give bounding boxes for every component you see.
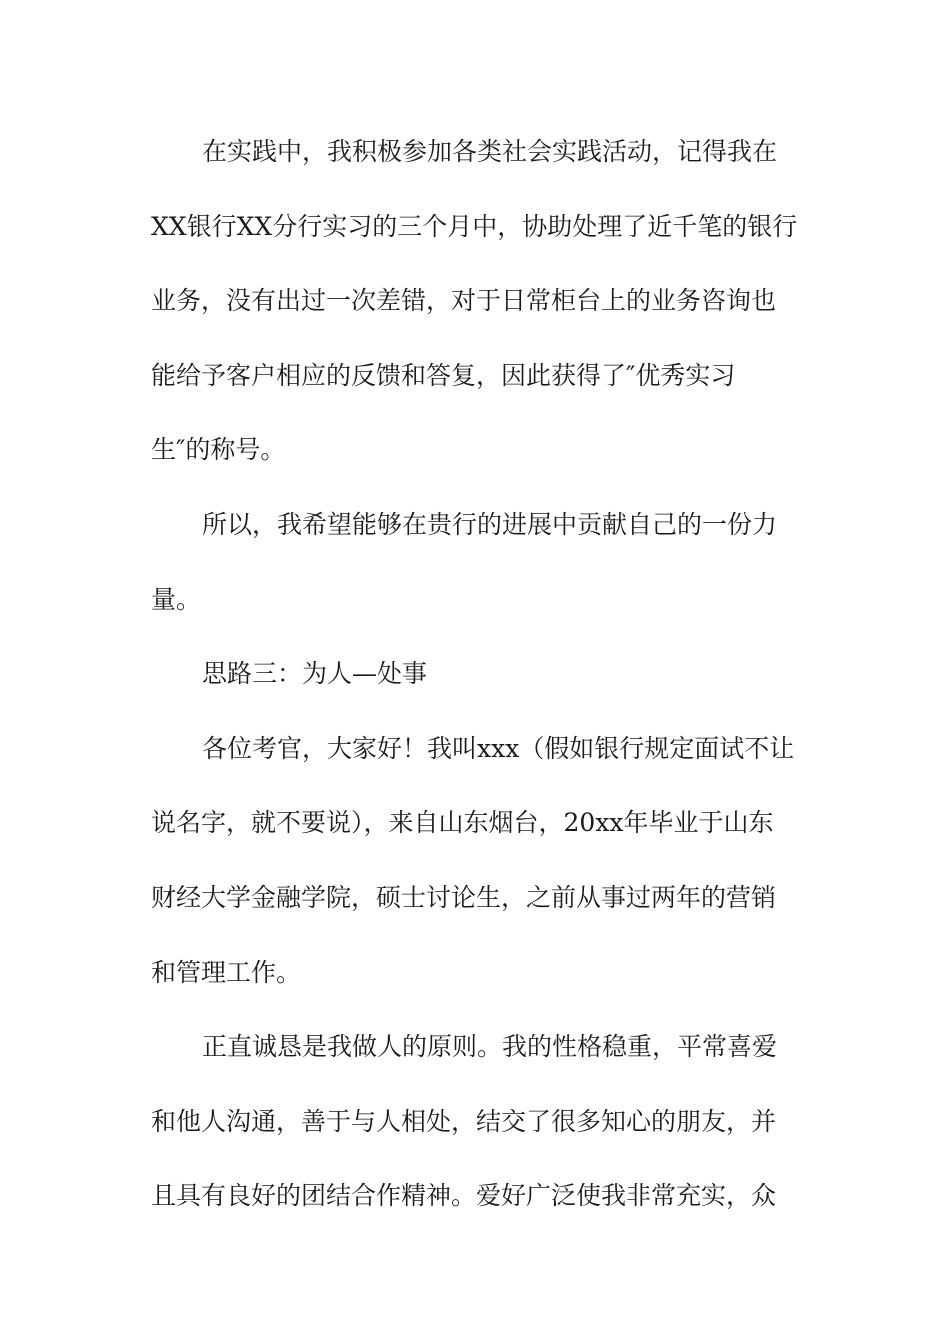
- paragraph-character-line-3: 且具有良好的团结合作精神。爱好广泛使我非常充实，众: [151, 1181, 777, 1211]
- paragraph-practice-line-5: 生″的称号。: [151, 435, 286, 465]
- paragraph-character-line-2: 和他人沟通，善于与人相处，结交了很多知心的朋友，并: [151, 1106, 777, 1136]
- paragraph-practice-line-3: 业务，没有出过一次差错，对于日常柜台上的业务咨询也: [151, 286, 777, 316]
- paragraph-intro-line-4: 和管理工作。: [151, 957, 302, 987]
- paragraph-character-line-1: 正直诚恳是我做人的原则。我的性格稳重，平常喜爱: [202, 1032, 778, 1062]
- document-body: [151, 128, 811, 1247]
- paragraph-practice-line-2: XX银行XX分行实习的三个月中，协助处理了近千笔的银行: [151, 211, 798, 241]
- section-heading: 思路三：为人—处事: [202, 659, 428, 689]
- paragraph-practice-line-1: 在实践中，我积极参加各类社会实践活动，记得我在: [202, 137, 778, 166]
- paragraph-contribute-line-2: 量。: [151, 584, 202, 614]
- paragraph-intro-line-3: 财经大学金融学院，硕士讨论生，之前从事过两年的营销: [151, 882, 777, 912]
- paragraph-contribute-line-1: 所以，我希望能够在贵行的进展中贡献自己的一份力: [202, 509, 778, 539]
- paragraph-intro-line-2: 说名字，就不要说），来自山东烟台，20xx年毕业于山东: [151, 808, 774, 838]
- paragraph-intro-line-1: 各位考官，大家好！我叫xxx（假如银行规定面试不让: [202, 733, 795, 763]
- paragraph-practice-line-4: 能给予客户相应的反馈和答复，因此获得了″优秀实习: [151, 360, 736, 390]
